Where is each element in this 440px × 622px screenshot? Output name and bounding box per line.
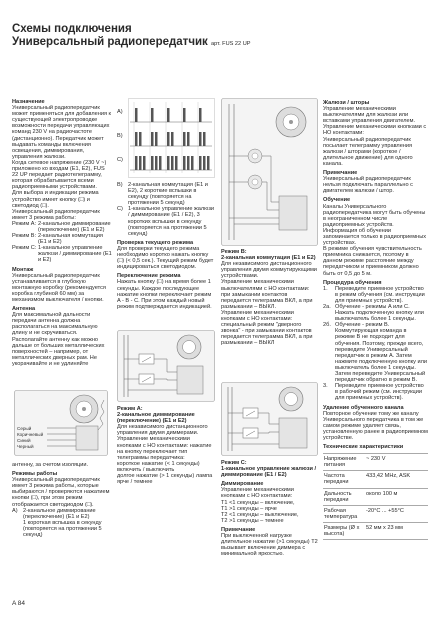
mode-text: 2-канальное диммирование (переключение) (E1 и E2) (38, 220, 111, 233)
spec-label: Напряжение питания (323, 454, 365, 471)
page-number: A 84 (12, 600, 26, 607)
step-text: Обучение - режим B. Коммутирующая команда в режиме B не подходит для обучения. Поэтому, прежде всего, переведите Универсальный передатчик в режим A. Затем нажмите подключенную кнопку или выключатель более 1 секунды. Затем переведите Универсальный передатчик обратно в режим B. (335, 322, 428, 384)
timing-label-b: B) (117, 133, 123, 139)
article-number: арт. FUS 22 UP (211, 41, 251, 47)
transmitter-module (177, 366, 203, 394)
mode-a-subheading: 2-канальное диммирование (переключение) (E1 и E2) (117, 412, 195, 425)
mode-b-heading: Режим B: (221, 249, 247, 255)
wire-label-blue: Синий (17, 437, 31, 443)
spec-label: Рабочая температура (323, 505, 365, 522)
step-text: Обучение - режимы A или C. Нажать подключенную кнопку или выключатель более 1 секунды. (335, 304, 424, 323)
mode-c-note-text: При выключенной нагрузке длительное нажатие (>1 секунды) T2 вызывает включение диммера с минимальной яркостью. (221, 533, 318, 558)
step-text: Переведите приемное устройство в рабочий режим (см. инструкции для приемных устройств). (335, 383, 424, 402)
purpose-text-1: Универсальный радиопередатчик может применяться для добавления к существующей электропроводке возможности передачи управляющих команд 230 V на радиочастоте (дистанционно). Передатчик может выдавать команды включения освещения, диммирования, управления жалюзи. (12, 105, 112, 160)
switch-symbol (248, 149, 262, 163)
mode-b-description (221, 249, 318, 347)
wiring-diagram-mode-a (117, 330, 215, 402)
t-line: T1 <1 секунды – включение, (221, 499, 295, 506)
mode-a-description (117, 406, 215, 485)
blinds-note-heading: Примечание (323, 170, 358, 177)
transmitter-symbol (70, 395, 98, 423)
mode-row-b (12, 233, 112, 245)
pushbutton-symbol (139, 354, 154, 364)
mode-blink-note: 1 короткая вспышка в секунду (повторяется на протяжении 5 секунд) (23, 519, 102, 539)
learning-text-1: Каналы Универсального радиопередатчика могут быть обучены в неограниченном числе радиоприемных устройств. (323, 203, 426, 228)
spec-value: около 100 м (365, 488, 428, 505)
t-line: T2 >1 секунды – темнее (221, 517, 284, 524)
mode-key: A) (12, 507, 18, 514)
mode-c-note-heading: Примечание (221, 526, 256, 533)
spec-label: Размеры (Ø x высота) (323, 522, 365, 539)
blinds-heading: Жалюзи / шторы (323, 100, 370, 106)
mode-b-text-3: Управление механическими кнопками с НО контактами: специальный режим "дверного звонка" - при замыкании контактов передается телеграмма ВКЛ, а при размыкании – ВЫКЛ (221, 309, 313, 347)
operating-mode-c (117, 206, 215, 236)
mode-a-text-3: короткое нажатие (< 1 секунды) включить / выключить (117, 460, 200, 473)
product-title (12, 36, 250, 51)
mode-c-heading: Режим C: (221, 460, 247, 466)
blinds-text-3: Универсальный радиопередатчик посылает телеграмму управления жалюзи / шторами (короткое / длительное движение) для одного канала. (323, 136, 413, 167)
antenna-text-continuation: антенну, за счетом изоляции. (12, 462, 89, 468)
step-text: Переведите приемное устройство в режим обучения (см. инструкции для приемных устройств). (335, 285, 425, 304)
purpose-text-2: Когда сетевое напряжение (230 V ~) приложено ко входам (E1, E2), FUS 22 UP передает радиотелеграмму, которая обрабатывается всеми радиоприемными устройствами. (12, 159, 107, 191)
mode-key: B) (117, 182, 123, 188)
transmitter-module (279, 418, 307, 448)
spec-value: ~ 230 V (365, 454, 428, 471)
step-number: 1. (323, 285, 328, 292)
mode-text: 2-канальное диммирование (переключение) (E1 и E2) (23, 507, 96, 520)
wiring-diagram-mode-c (221, 382, 318, 456)
led-timing-diagram (128, 98, 215, 178)
delete-channel-heading: Удаление обученного канала (323, 404, 404, 411)
mode-a-text-2: Управление механическими кнопками с НО контактами: нажатие на кнопку переключает тип телеграммы передатчика: (117, 436, 212, 461)
purpose-heading: Назначение (12, 99, 45, 105)
antenna-text: Для максимальной дальности передачи антенна должна располагаться на максимальную длину и не скручиваться. Располагайте антенну как можно дальше от больших металлических поверхностей – например, от металлических дверных рам. Не укорачивайте и не удлиняйте (12, 312, 105, 367)
mode-row-c (12, 245, 112, 263)
table-row (323, 505, 428, 522)
transmitter-module (76, 426, 98, 450)
purpose-text-3: Для выбора и индикации режима устройство имеет кнопку (□) и светодиод (□). (12, 190, 99, 209)
blinds-text-2: Управление механическими кнопками с НО контактами: (323, 124, 427, 137)
procedure-heading: Процедура обучения (323, 279, 382, 286)
left-column-bottom (12, 462, 112, 538)
switch-mode-heading: Переключение режима (117, 273, 181, 280)
middle-column-top (117, 182, 215, 310)
mode-c-subheading: 1-канальное управление жалюзи / диммирование (E1 / E2) (221, 466, 317, 479)
mode-b-text-1: Для независимого дистанционного управления двумя коммутирующими устройствами. (221, 261, 317, 280)
mode-a-text-1: Для независимого дистанционного управления двумя диммерами. (117, 424, 208, 437)
pushbutton-t1-symbol (243, 408, 258, 418)
mode-a-heading: Режим A: (117, 406, 143, 412)
mode-description (23, 508, 112, 538)
purpose-text-4: Универсальный радиопередатчик имеет 3 режима работы: (12, 208, 100, 221)
right-column (323, 100, 428, 540)
mode-key: Режим B: (12, 233, 37, 240)
blinds-text-1: Управление механическими выключателями для жалюзи или вставками управления двигателем. (323, 106, 416, 125)
spec-value: -20°C ... +55°C (365, 505, 428, 522)
mode-key: Режим A: (12, 220, 37, 227)
table-row (323, 488, 428, 505)
mode-c-text-1: Управление механическими кнопками с НО контактами: (221, 487, 294, 500)
mounting-heading: Монтаж (12, 266, 34, 273)
learning-text-2: Информация об обучении запоминается только в радиоприемных устройствах. (323, 227, 427, 247)
header (12, 23, 250, 51)
antenna-heading: Антенна (12, 306, 36, 313)
spec-value: 52 мм x 23 мм (365, 522, 428, 539)
delete-channel-text: Повторное обучение тому же каналу Универсального передатчика в том же самом режиме удаляет связь, установленную ранее в радиоприемном устройстве. (323, 410, 428, 441)
table-row (323, 454, 428, 471)
blinds-note-text: Универсальный радиопередатчик нельзя подключать параллельно с двигателем жалюзи / штор. (323, 176, 413, 195)
timing-label-a: A) (117, 109, 123, 115)
pushbutton-symbol (139, 374, 154, 384)
operating-mode-a (12, 508, 112, 538)
table-row (323, 471, 428, 488)
timing-label-c: C) (117, 157, 123, 163)
mode-a-text-4: долгое нажатие (> 1 секунды) лампа ярче / темнее (117, 473, 213, 486)
wiring-diagram-mode-b (221, 98, 318, 246)
specs-table (323, 453, 428, 540)
check-mode-text: Для проверки текущего режима необходимо коротко нажать кнопку (□) (< 0,5 сек.). Текущий режим будет индицироваться светодиодом. (117, 245, 214, 271)
specs-heading: Технические характеристики (323, 444, 404, 451)
table-row (323, 522, 428, 539)
pushbutton-t2-symbol (243, 428, 258, 438)
mode-text: 1-канальное управление жалюзи / диммирование (E1 и E2) (38, 245, 112, 264)
transmitter-symbol (177, 335, 201, 359)
procedure-step (323, 322, 428, 383)
step-number: 2а. (323, 304, 331, 310)
switch-mode-text: Нажать кнопку (□) на время более 1 секунды. Каждое последующее нажатие кнопки переключает режим A - B - C. При этом каждый новый режим подтверждается индикацией. (117, 279, 212, 310)
mode-b-subheading: 2-канальная коммутация (E1 и E2) (221, 255, 316, 262)
mounting-text: Универсальный радиопередатчик устанавливается в глубокую монтажную коробку (рекомендуется коробка глубиной 60 мм) за механизмом выключателя / кнопки. (12, 272, 106, 303)
learning-heading: Обучение (323, 197, 351, 204)
transmitter-symbol (276, 107, 306, 137)
page-title: Схемы подключения (12, 23, 132, 35)
wire-label-brown: Коричневый (17, 431, 44, 437)
transmitter-module (279, 196, 307, 230)
switch-symbol (248, 175, 262, 189)
spec-label: Частота передачи (323, 471, 365, 488)
product-name: Универсальный радиопередатчик (12, 36, 208, 48)
spec-label: Дальность передачи (323, 488, 365, 505)
mode-key: Режим C: (12, 245, 37, 252)
procedure-step (323, 286, 428, 304)
left-column-top (12, 99, 112, 367)
operating-mode-b (117, 182, 215, 206)
operating-modes-heading: Режимы работы (12, 471, 58, 478)
transmitter-symbol (279, 387, 303, 411)
dimming-heading: Диммирование (221, 481, 264, 488)
learning-text-3: В режиме обучения чувствительность приемника снижается, поэтому в данном режиме расстояние между передатчиком и приемником должно быть от 0,5 до 5 м. (323, 246, 422, 277)
t-line: T1 >1 секунды – ярче (221, 505, 277, 512)
procedure-step (323, 304, 428, 322)
operating-modes-intro: Универсальный радиопередатчик имеет 3 режима работы, которые выбираются / проверяются нажатием кнопки (□), при этом режим отображается светодиодом (□). (12, 477, 110, 508)
check-mode-heading: Проверка текущего режима (117, 239, 194, 246)
mode-key: C) (117, 206, 123, 213)
step-number: 3. (323, 383, 328, 390)
mode-row-a (12, 221, 112, 233)
mode-text: 2-канальная коммутация (E1 и E2), 2 короткие вспышки в секунду (повторяется на протяжении 5 секунд) (128, 182, 208, 207)
mode-text: 1-канальное управление жалюзи / диммирование (E1 / E2), 3 коротких вспышки в секунду (повторяется на протяжении 5 секунд) (128, 206, 215, 237)
mode-text: 2-канальная коммутация (E1 и E2) (38, 233, 103, 246)
procedure-step (323, 383, 428, 401)
mode-b-text-2: Управление механическими выключателями с НО контактами: при замыкании контактов передается телеграмма ВКЛ, а при размыкании – ВЫКЛ. (221, 279, 313, 310)
step-number: 2б. (323, 322, 331, 329)
wire-label-black: Черный (17, 443, 34, 449)
t-line: T2 <1 секунды – выключение, (221, 511, 299, 518)
spec-value: 433,42 MHz, ASK (365, 471, 428, 488)
mode-c-description (221, 460, 318, 557)
wire-label-grey: Серый (17, 425, 32, 431)
